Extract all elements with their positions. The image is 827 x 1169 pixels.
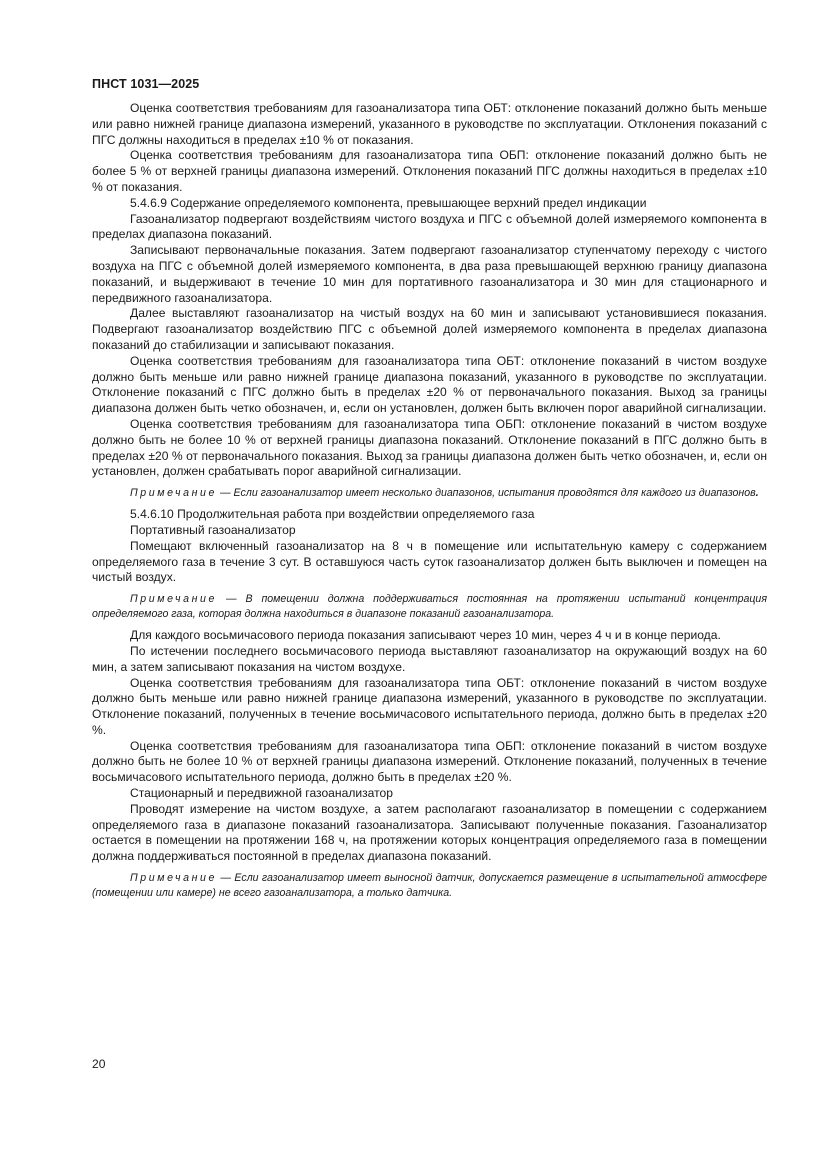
paragraph: Помещают включенный газоанализатор на 8 ч в помещение или испытательную камеру с содержанием определяемого газа в течение 3 сут. В оставшуюся часть суток газоанализатор должен быть выключен и помещен на чистый воздух. [92, 538, 767, 585]
paragraph: Оценка соответствия требованиям для газоанализатора типа ОБП: отклонение показаний в чистом воздухе должно быть не более 10 % от верхней границы диапазона показаний. Отклонение показаний в ПГС должно быть в пределах ±20 % от первоначального показания. Выход за границы диапазона должен быть четко обозначен, и, если он установлен, должен срабатывать порог аварийной сигнализации. [92, 416, 767, 479]
paragraph: По истечении последнего восьмичасового периода выставляют газоанализатор на окружающий воздух на 60 мин, а затем записывают показания на чистом воздухе. [92, 643, 767, 674]
paragraph: Далее выставляют газоанализатор на чистый воздух на 60 мин и записывают установившиеся показания. Подвергают газоанализатор воздействию ПГС с объемной долей измеряемого компонента в пределах диапазона показаний до стабилизации и записывают показания. [92, 306, 767, 352]
note-label: Примечание [130, 872, 218, 885]
note-label: Примечание [130, 593, 218, 606]
subheading: Портативный газоанализатор [130, 522, 296, 537]
note-tail: . [755, 487, 759, 500]
note [92, 592, 767, 622]
page-number: 20 [92, 1057, 106, 1071]
paragraph: Оценка соответствия требованиям для газоанализатора типа ОБТ: отклонение показаний должно быть меньше или равно нижней границе диапазона измерений, указанного в руководстве по эксплуатации. Отклонения показаний с ПГС должны находиться в пределах ±10 % от показания. [92, 101, 767, 147]
subheading: Стационарный и передвижной газоанализатор [130, 786, 393, 801]
page-body [92, 101, 767, 907]
paragraph: Для каждого восьмичасового периода показания записывают через 10 мин, через 4 ч и в конце периода. [130, 628, 721, 643]
paragraph: Газоанализатор подвергают воздействиям чистого воздуха и ПГС с объемной долей измеряемого компонента в пределах диапазона показаний. [92, 211, 767, 242]
note [92, 871, 767, 901]
note [92, 486, 767, 501]
paragraph: Оценка соответствия требованиям для газоанализатора типа ОБП: отклонение показаний в чистом воздухе должно быть не более 10 % от верхней границы диапазона измерений. Отклонение показаний, полученных в течение восьмичасового испытательного периода, должно быть в пределах ±20 %. [92, 738, 767, 785]
paragraph: Оценка соответствия требованиям для газоанализатора типа ОБТ: отклонение показаний в чистом воздухе должно быть меньше или равно нижней границе диапазона измерений, указанного в руководстве по эксплуатации. Отклонение показаний, полученных в течение восьмичасового испытательного периода, должно быть в пределах ±20 %. [92, 675, 767, 737]
section-heading: 5.4.6.10 Продолжительная работа при воздействии определяемого газа [130, 507, 535, 522]
note-text: — Если газоанализатор имеет несколько диапазонов, испытания проводятся для каждого из диапазонов [217, 487, 756, 500]
note-label: Примечание [130, 487, 218, 500]
section-heading: 5.4.6.9 Содержание определяемого компонента, превышающее верхний предел индикации [130, 195, 647, 210]
paragraph: Оценка соответствия требованиям для газоанализатора типа ОБП: отклонение показаний должно быть не более 5 % от верхней границы диапазона измерений. Отклонения показаний ПГС должны находиться в пределах ±10 % от показания. [92, 148, 767, 194]
document-id: ПНСТ 1031—2025 [92, 77, 200, 91]
paragraph: Записывают первоначальные показания. Затем подвергают газоанализатор ступенчатому переходу с чистого воздуха на ПГС с объемной долей измеряемого компонента, в два раза превышающей верхнюю границу диапазона показаний, и выдерживают в течение 10 мин для портативного газоанализатора и 30 мин для стационарного и передвижного газоанализатора. [92, 243, 767, 305]
note-text: — В помещении должна поддерживаться постоянная на протяжении испытаний концентрация определяемого газа, которая должна находиться в диапазоне показаний газоанализатора. [92, 593, 767, 621]
note-text: — Если газоанализатор имеет выносной датчик, допускается размещение в испытательной атмосфере (помещении или камере) не всего газоанализатора, а только датчика. [92, 872, 767, 900]
paragraph: Проводят измерение на чистом воздухе, а затем располагают газоанализатор в помещении с содержанием определяемого газа в диапазоне показаний газоанализатора. Записывают полученные показания. Газоанализатор остается в помещении на протяжении 168 ч, на протяжении которых концентрация определяемого газа в помещении должна поддерживаться постоянной в пределах диапазона показаний. [92, 801, 767, 864]
paragraph: Оценка соответствия требованиям для газоанализатора типа ОБТ: отклонение показаний в чистом воздухе должно быть меньше или равно нижней границе диапазона показаний, указанного в руководстве по эксплуатации. Отклонение показаний с ПГС должно быть в пределах ±20 % от первоначального показания. Выход за границы диапазона должен быть четко обозначен, и, если он установлен, должен быть включен порог аварийной сигнализации. [92, 353, 767, 416]
